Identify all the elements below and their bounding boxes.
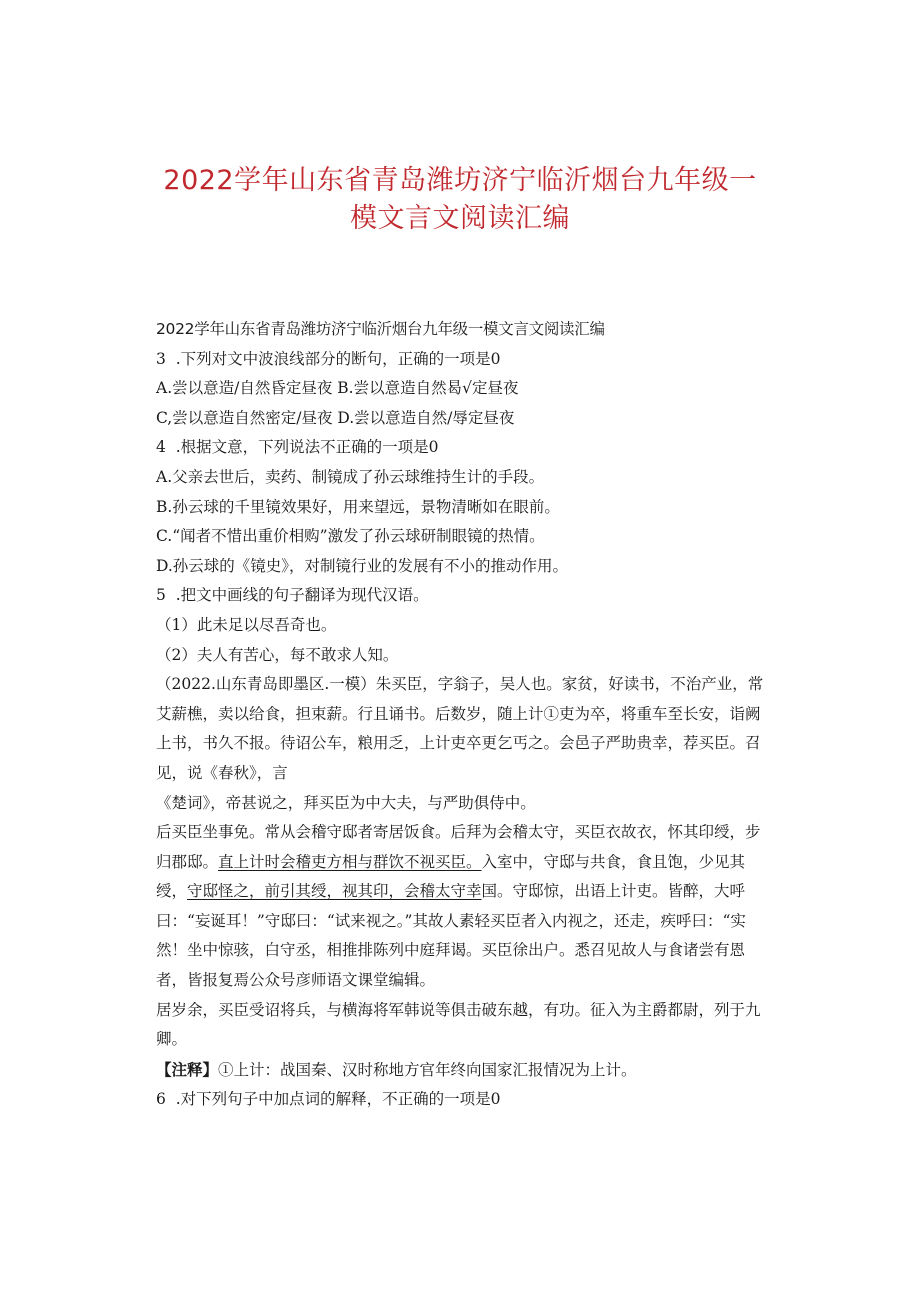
passage-text: 入室中，守邸与共食，食且饱，少见其绶， <box>156 852 746 901</box>
passage-paragraph-4: 居岁余，买臣受诏将兵，与横海将军韩说等俱击破东越，有功。征入为主爵都尉，列于九卿。 <box>156 1000 761 1049</box>
question-3-options-ab: A.尝以意造/自然昏定昼夜 B.尝以意造自然曷√定昼夜 <box>156 379 519 398</box>
passage-paragraph-1: （2022.山东青岛即墨区.一模）朱买臣，字翁子，吴人也。家贫，好读书，不治产业，常艾薪樵，卖以给食，担束薪。行且诵书。后数岁，随上计①吏为卒，将重车至长安，诣阙上书，书久不报。待诏公车，粮用乏，上计吏卒更乞丐之。会邑子严助贵幸，荐买臣。召见，说《春秋》，言 <box>156 675 764 782</box>
document-body <box>156 315 768 1115</box>
annotation-text: ①上计：战国秦、汉时称地方官年终向国家汇报情况为上计。 <box>218 1060 637 1079</box>
passage-text: 国。守邸惊，出语上计吏。皆醉，大呼曰：“妄诞耳！”守邸曰：“试来视之。”其故人素轻买臣者入内视之，还走，疾呼曰：“实然！坐中惊骇，白守丞，相推排陈列中庭拜谒。买臣徐出户。悉召见故人与食诸尝有恩者，皆报复焉公众号彦师语文课堂编辑。 <box>156 882 746 990</box>
passage-paragraph-2: 《楚词》，帝甚说之，拜买臣为中大夫，与严助俱侍中。 <box>156 793 536 812</box>
underlined-sentence-1: 直上计时会稽吏方相与群饮不视买臣。 <box>218 852 482 871</box>
question-5-item-1: （1）此未足以尽吾奇也。 <box>156 615 337 634</box>
question-5-item-2: （2）夫人有苦心，每不敢求人知。 <box>156 645 399 664</box>
passage-text: 后买臣坐事免。常从会稽守邸者寄居饭食。后拜为会稽太守，买臣衣故衣，怀其印绶，步归郡邸。 <box>156 823 761 871</box>
title-line-1: 2022学年山东省青岛潍坊济宁临沂烟台九年级一 <box>163 165 757 196</box>
question-3: 3 .下列对文中波浪线部分的断句，正确的一项是0 <box>156 349 501 368</box>
question-4: 4 .根据文意，下列说法不正确的一项是0 <box>156 438 439 457</box>
title-line-2: 模文言文阅读汇编 <box>350 203 570 234</box>
question-4-option-c: C.“闻者不惜出重价相购”激发了孙云球研制眼镜的热情。 <box>156 527 545 546</box>
annotation-label: 【注释】 <box>156 1059 219 1079</box>
question-6: 6 .对下列句子中加点词的解释，不正确的一项是0 <box>156 1090 501 1109</box>
annotation <box>156 1055 768 1086</box>
section-heading: 2022学年山东省青岛潍坊济宁临沂烟台九年级一模文言文阅读汇编 <box>156 320 605 338</box>
document-title <box>150 162 770 238</box>
question-5: 5 .把文中画线的句子翻译为现代汉语。 <box>156 586 429 605</box>
question-3-options-cd: C,尝以意造自然密定/昼夜 D.尝以意造自然/辱定昼夜 <box>156 408 515 427</box>
passage-paragraph-3 <box>156 818 768 996</box>
question-4-option-d: D.孙云球的《镜史》，对制镜行业的发展有不小的推动作用。 <box>156 556 569 575</box>
underlined-sentence-2: 守邸怪之，前引其绶，视其印，会稽太守幸 <box>187 882 482 901</box>
question-4-option-a: A.父亲去世后，卖药、制镜成了孙云球维持生计的手段。 <box>156 467 545 486</box>
question-4-option-b: B.孙云球的千里镜效果好，用来望远，景物清晰如在眼前。 <box>156 497 560 516</box>
